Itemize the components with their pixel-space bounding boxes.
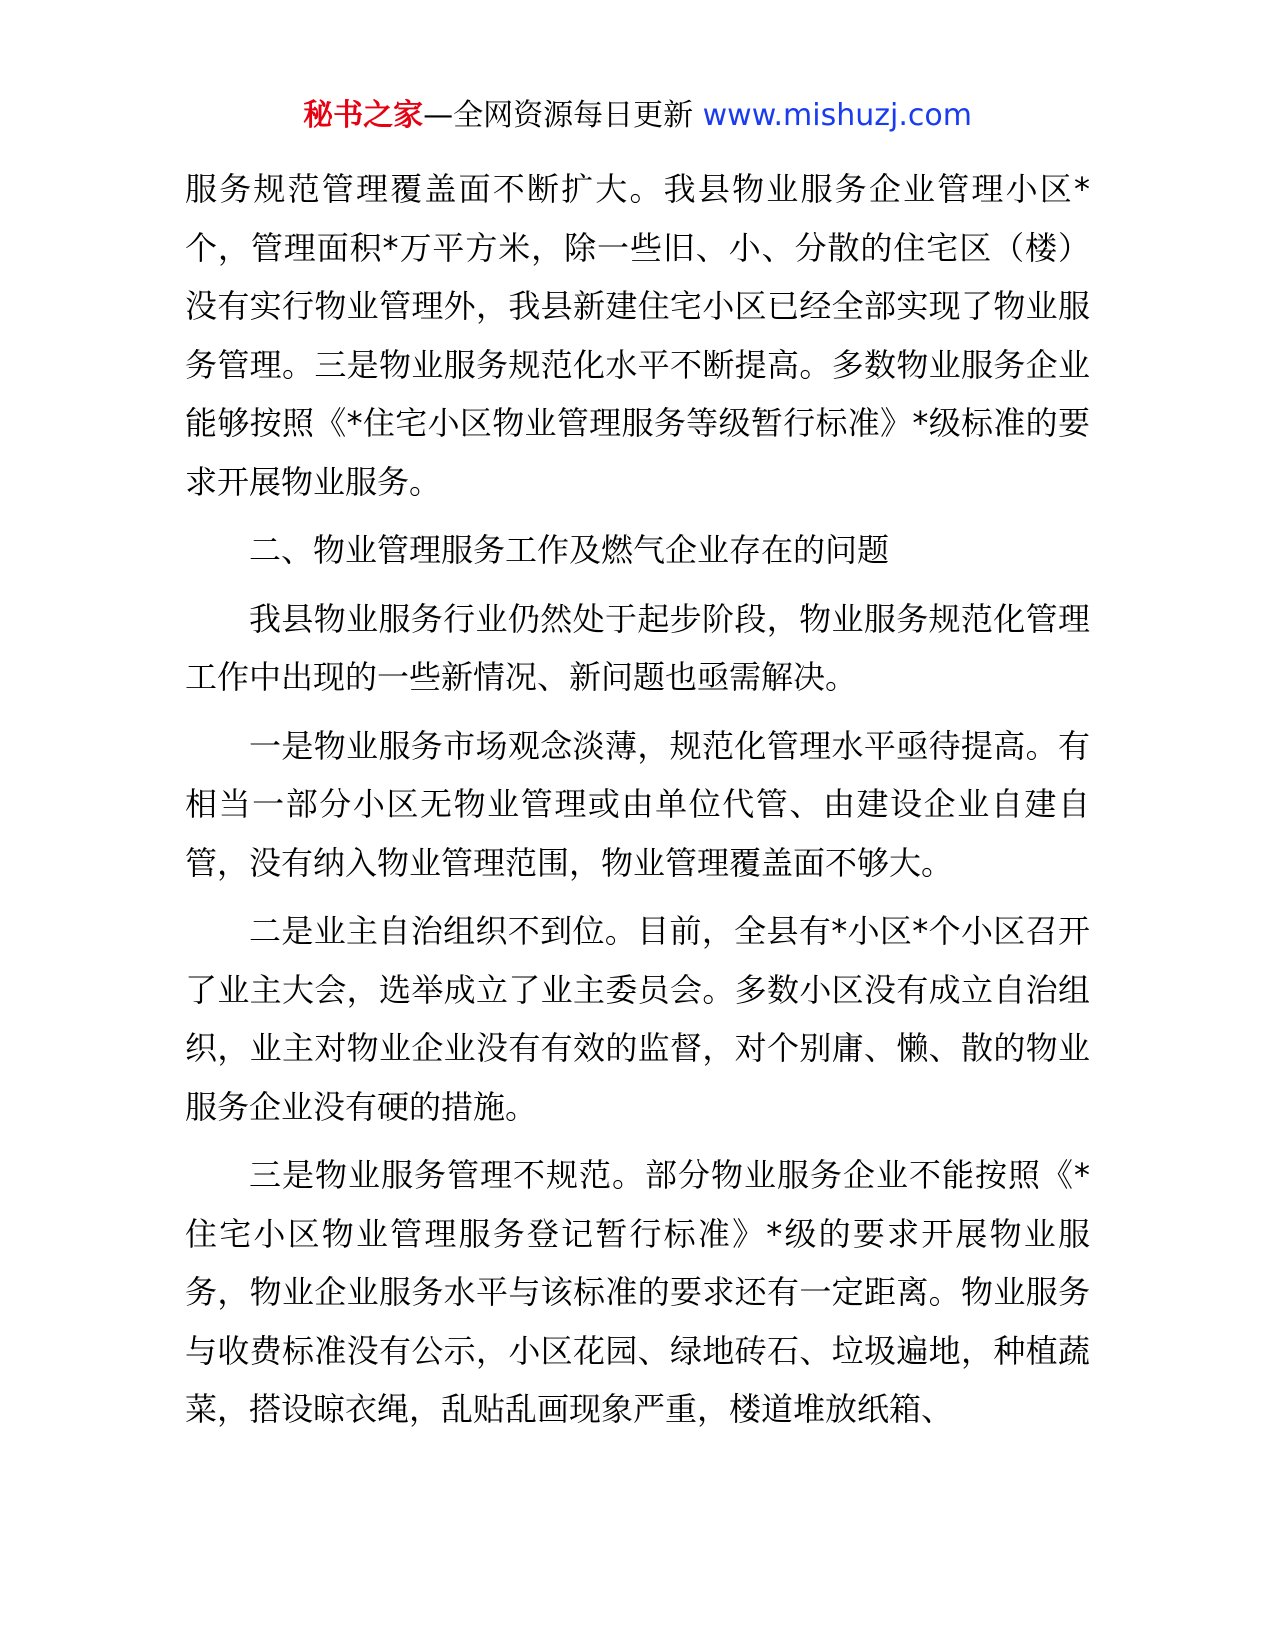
document-body bbox=[185, 160, 1090, 1439]
paragraph-continuation: 服务规范管理覆盖面不断扩大。我县物业服务企业管理小区*个，管理面积*万平方米，除一些旧、小、分散的住宅区（楼）没有实行物业管理外，我县新建住宅小区已经全部实现了物业服务管理。三是物业服务规范化水平不断提高。多数物业服务企业能够按照《*住宅小区物业管理服务等级暂行标准》*级标准的要求开展物业服务。 bbox=[185, 170, 1090, 501]
section-heading: 二、物业管理服务工作及燃气企业存在的问题 bbox=[249, 531, 890, 569]
watermark-header bbox=[0, 98, 1275, 134]
paragraph-point-two: 二是业主自治组织不到位。目前，全县有*小区*个小区召开了业主大会，选举成立了业主委员会。多数小区没有成立自治组织，业主对物业企业没有有效的监督，对个别庸、懒、散的物业服务企业没有硬的措施。 bbox=[185, 912, 1090, 1126]
paragraph-point-three: 三是物业服务管理不规范。部分物业服务企业不能按照《*住宅小区物业管理服务登记暂行标准》*级的要求开展物业服务，物业企业服务水平与该标准的要求还有一定距离。物业服务与收费标准没有公示，小区花园、绿地砖石、垃圾遍地，种植蔬菜，搭设晾衣绳，乱贴乱画现象严重，楼道堆放纸箱、 bbox=[185, 1156, 1090, 1428]
paragraph-intro: 我县物业服务行业仍然处于起步阶段，物业服务规范化管理工作中出现的一些新情况、新问题也亟需解决。 bbox=[185, 599, 1090, 696]
header-tagline: —全网资源每日更新 bbox=[423, 98, 694, 133]
paragraph-point-one: 一是物业服务市场观念淡薄，规范化管理水平亟待提高。有相当一部分小区无物业管理或由单位代管、由建设企业自建自管，没有纳入物业管理范围，物业管理覆盖面不够大。 bbox=[185, 726, 1090, 882]
brand-name: 秘书之家 bbox=[303, 98, 424, 133]
website-url[interactable]: www.mishuzj.com bbox=[702, 98, 972, 133]
